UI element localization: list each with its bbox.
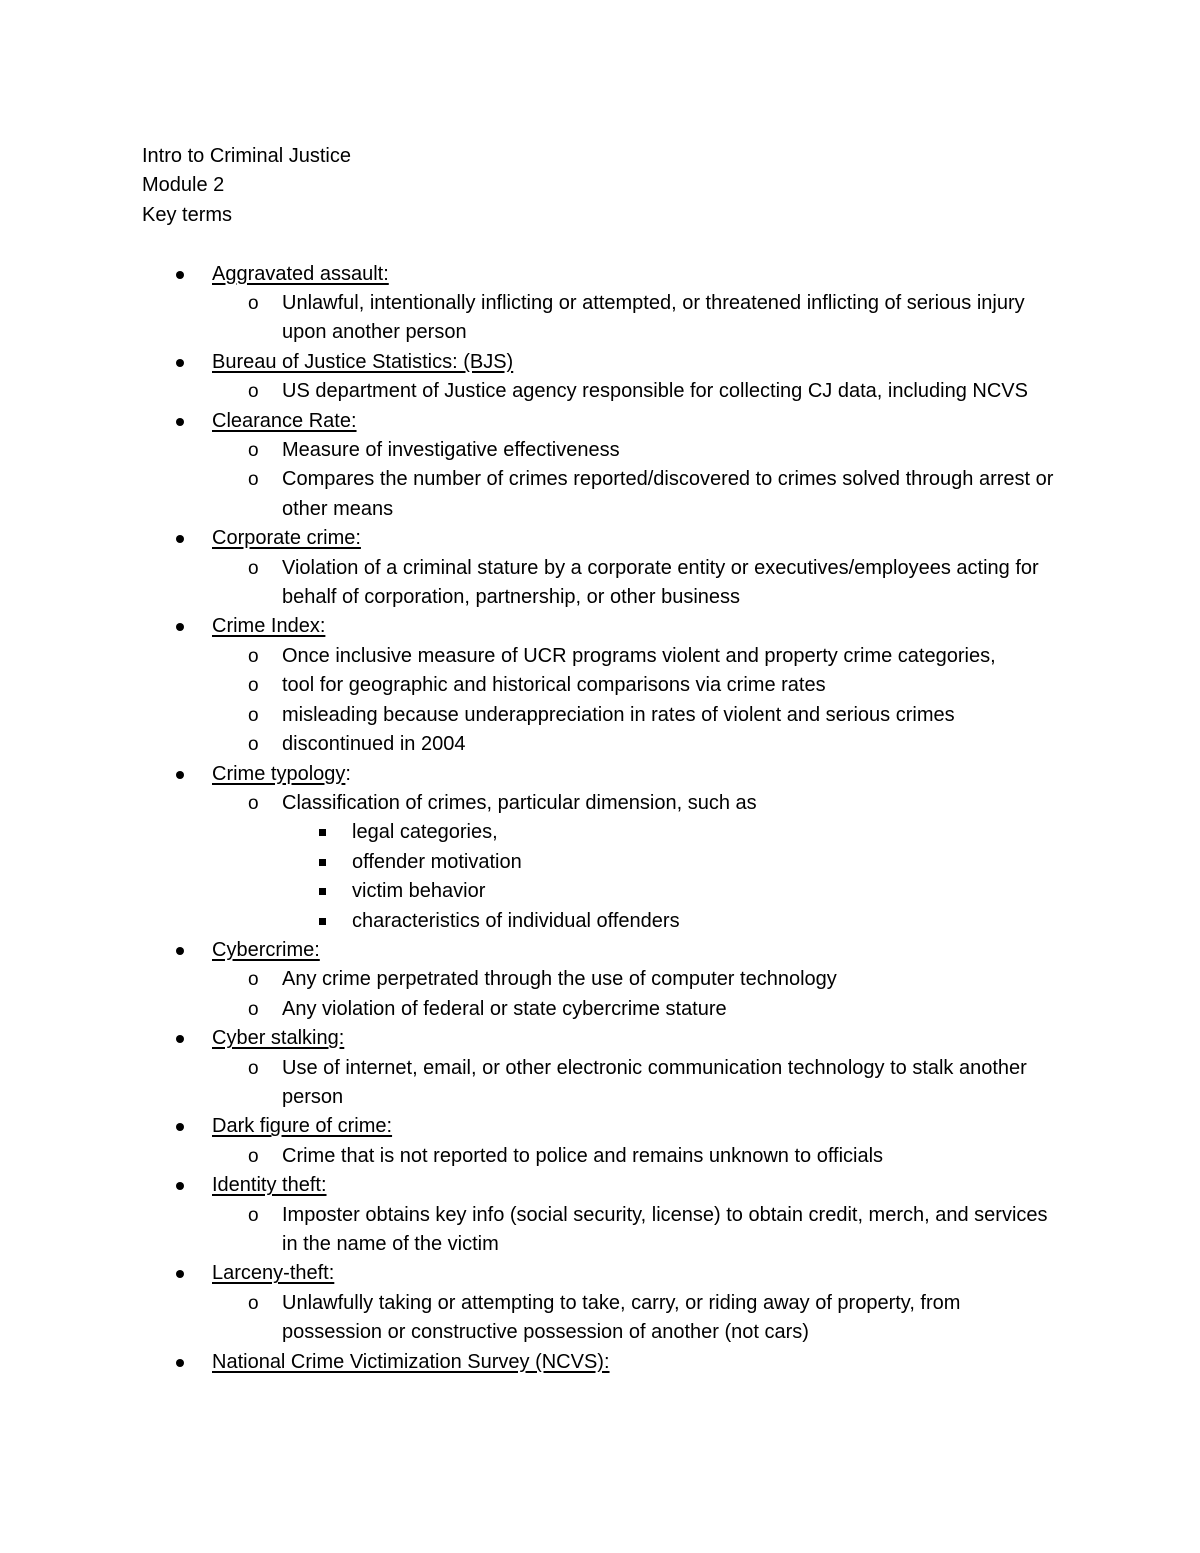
- definition-item: [212, 1201, 1062, 1260]
- sub-definition-item: [282, 818, 1062, 847]
- definition-list: [212, 436, 1062, 524]
- bullet-circle-icon: o: [248, 675, 259, 697]
- key-terms-list: [142, 260, 1062, 1377]
- definition-text: Crime that is not reported to police and remains unknown to officials: [282, 1144, 884, 1167]
- term-label: Cyber stalking:: [212, 1027, 345, 1050]
- sub-definition-text: victim behavior: [352, 880, 486, 903]
- sub-definition-text: offender motivation: [352, 850, 522, 873]
- bullet-circle-icon: o: [248, 440, 259, 462]
- bullet-disc-icon: [176, 1270, 184, 1278]
- definition-list: [212, 1142, 1062, 1171]
- term-item: [142, 936, 1062, 1024]
- definition-list: [212, 377, 1062, 406]
- definition-text: Any violation of federal or state cybercrime stature: [282, 997, 727, 1020]
- definition-text: Unlawful, intentionally inflicting or attempted, or threatened inflicting of serious injury upon another person: [282, 292, 1025, 344]
- definition-item: [212, 1289, 1062, 1348]
- definition-list: [212, 554, 1062, 613]
- term-item: [142, 348, 1062, 407]
- term-label: Clearance Rate:: [212, 409, 357, 432]
- bullet-disc-icon: [176, 271, 184, 279]
- bullet-circle-icon: o: [248, 1145, 259, 1167]
- sub-definition-item: [282, 877, 1062, 906]
- term-label: Crime typology: [212, 762, 346, 785]
- definition-item: [212, 995, 1062, 1024]
- bullet-disc-icon: [176, 771, 184, 779]
- definition-item: [212, 554, 1062, 613]
- term-label: Aggravated assault:: [212, 262, 389, 285]
- definition-list: [212, 1201, 1062, 1260]
- bullet-circle-icon: o: [248, 792, 259, 814]
- bullet-square-icon: [319, 888, 326, 895]
- bullet-disc-icon: [176, 623, 184, 631]
- document-body: [142, 142, 1062, 1377]
- bullet-circle-icon: o: [248, 293, 259, 315]
- definition-text: Classification of crimes, particular dimension, such as: [282, 791, 757, 814]
- definition-text: Compares the number of crimes reported/discovered to crimes solved through arrest or other means: [282, 468, 1054, 520]
- sub-definition-item: [282, 848, 1062, 877]
- section-title: Key terms: [142, 203, 233, 226]
- definition-item: [212, 465, 1062, 524]
- term-item: [142, 1112, 1062, 1171]
- definition-list: [212, 1289, 1062, 1348]
- definition-text: misleading because underappreciation in rates of violent and serious crimes: [282, 703, 955, 726]
- definition-text: Unlawfully taking or attempting to take, carry, or riding away of property, from possession or constructive possession of another (not cars): [282, 1291, 961, 1344]
- term-label: Larceny-theft:: [212, 1262, 335, 1285]
- definition-text: tool for geographic and historical comparisons via crime rates: [282, 674, 826, 697]
- definition-item: [212, 671, 1062, 700]
- bullet-square-icon: [319, 918, 326, 925]
- bullet-circle-icon: o: [248, 704, 259, 726]
- bullet-circle-icon: o: [248, 969, 259, 991]
- definition-list: [212, 789, 1062, 936]
- bullet-disc-icon: [176, 947, 184, 955]
- definition-item: [212, 789, 1062, 936]
- definition-item: [212, 701, 1062, 730]
- term-label-suffix: :: [345, 762, 351, 785]
- definition-item: [212, 377, 1062, 406]
- term-item: [142, 1171, 1062, 1259]
- term-item: [142, 612, 1062, 759]
- definition-item: [212, 1142, 1062, 1171]
- bullet-circle-icon: o: [248, 469, 259, 491]
- definition-list: [212, 289, 1062, 348]
- definition-list: [212, 642, 1062, 760]
- bullet-circle-icon: o: [248, 998, 259, 1020]
- term-label: Identity theft:: [212, 1174, 327, 1197]
- term-label: Bureau of Justice Statistics: (BJS): [212, 350, 514, 373]
- bullet-circle-icon: o: [248, 381, 259, 403]
- bullet-disc-icon: [176, 1359, 184, 1367]
- definition-item: [212, 289, 1062, 348]
- sub-definition-list: [282, 818, 1062, 936]
- term-label: Corporate crime:: [212, 527, 361, 550]
- definition-list: [212, 1054, 1062, 1113]
- bullet-circle-icon: o: [248, 734, 259, 756]
- term-label: Crime Index:: [212, 615, 326, 638]
- blank-line: [142, 230, 1062, 259]
- bullet-disc-icon: [176, 1035, 184, 1043]
- definition-list: [212, 965, 1062, 1024]
- term-item: [142, 407, 1062, 525]
- term-label: Dark figure of crime:: [212, 1115, 393, 1138]
- definition-item: [212, 730, 1062, 759]
- bullet-disc-icon: [176, 1182, 184, 1190]
- bullet-disc-icon: [176, 418, 184, 426]
- term-item: [142, 260, 1062, 348]
- course-title: Intro to Criminal Justice: [142, 145, 351, 167]
- definition-text: Imposter obtains key info (social security, license) to obtain credit, merch, and services in the name of the victim: [282, 1203, 1048, 1256]
- sub-definition-text: legal categories,: [352, 821, 498, 844]
- bullet-square-icon: [319, 829, 326, 836]
- bullet-disc-icon: [176, 1123, 184, 1131]
- definition-text: Measure of investigative effectiveness: [282, 439, 620, 462]
- term-item: [142, 1024, 1062, 1112]
- term-label: National Crime Victimization Survey (NCVS):: [212, 1350, 610, 1373]
- definition-text: Any crime perpetrated through the use of computer technology: [282, 968, 837, 991]
- definition-text: US department of Justice agency responsible for collecting CJ data, including NCVS: [282, 380, 1028, 403]
- definition-item: [212, 965, 1062, 994]
- definition-text: Once inclusive measure of UCR programs violent and property crime categories,: [282, 644, 996, 667]
- sub-definition-item: [282, 907, 1062, 936]
- bullet-circle-icon: o: [248, 1057, 259, 1079]
- definition-text: discontinued in 2004: [282, 733, 466, 756]
- bullet-circle-icon: o: [248, 645, 259, 667]
- bullet-circle-icon: o: [248, 1204, 259, 1226]
- bullet-circle-icon: o: [248, 557, 259, 579]
- bullet-disc-icon: [176, 535, 184, 543]
- bullet-circle-icon: o: [248, 1292, 259, 1314]
- term-item: [142, 1348, 1062, 1377]
- definition-text: Violation of a criminal stature by a corporate entity or executives/employees acting for behalf of corporation, partnership, or other business: [282, 556, 1039, 609]
- definition-item: [212, 1054, 1062, 1113]
- module-title: Module 2: [142, 174, 225, 197]
- definition-item: [212, 436, 1062, 465]
- bullet-disc-icon: [176, 359, 184, 367]
- sub-definition-text: characteristics of individual offenders: [352, 909, 680, 932]
- term-item: [142, 524, 1062, 612]
- definition-item: [212, 642, 1062, 671]
- term-item: [142, 760, 1062, 936]
- term-item: [142, 1259, 1062, 1347]
- term-label: Cybercrime:: [212, 938, 320, 961]
- definition-text: Use of internet, email, or other electronic communication technology to stalk another person: [282, 1056, 1027, 1108]
- bullet-square-icon: [319, 859, 326, 866]
